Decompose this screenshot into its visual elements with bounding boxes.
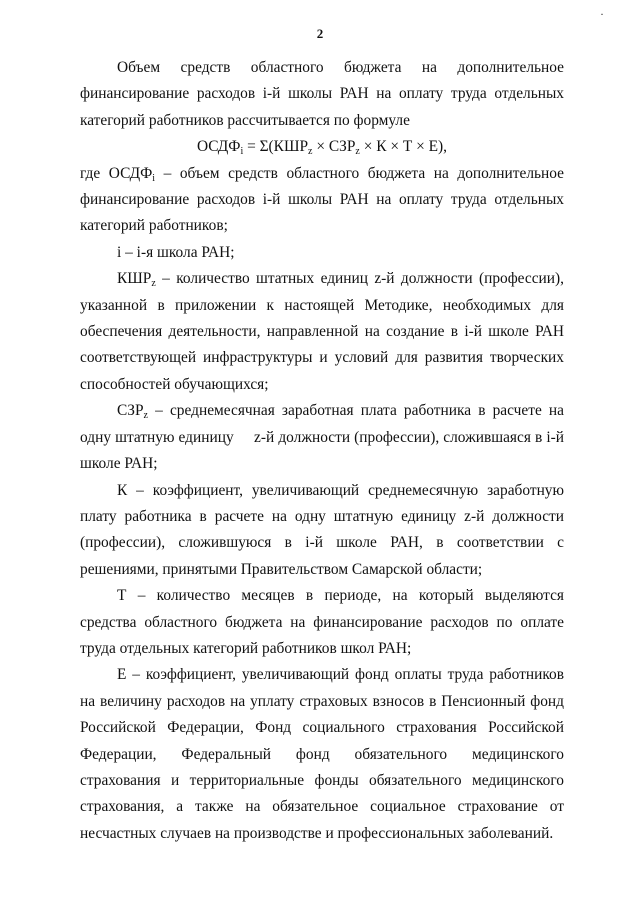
where-subscript: i xyxy=(152,172,156,184)
szr-text: – среднемесячная заработная плата работника в расчете на одну штатную единицу z-й должности (профессии), сложившаяся в i-й школе РАН; xyxy=(80,402,568,473)
scan-mark: · xyxy=(600,7,604,21)
formula-subscript-2: z xyxy=(355,146,360,158)
definition-szr xyxy=(80,398,568,477)
kshr-symbol: КШР xyxy=(117,270,152,288)
formula xyxy=(80,134,564,160)
szr-subscript: z xyxy=(143,410,148,422)
szr-symbol: СЗР xyxy=(117,402,144,420)
definition-kshr xyxy=(80,266,564,398)
formula-lhs: ОСДФ xyxy=(196,138,241,156)
formula-part-2: × СЗР xyxy=(312,138,356,156)
intro-paragraph: Объем средств областного бюджета на дополнительное финансирование расходов i-й школы РАН на оплату труда отдельных категорий работников рассчитывается по формуле xyxy=(80,59,564,129)
formula-part-3: × К × Т × Е), xyxy=(359,138,448,156)
formula-part-1: = Σ(КШР xyxy=(243,138,309,156)
definition-t: Т – количество месяцев в периоде, на который выделяются средства областного бюджета на финансирование расходов по оплате труда отдельных категорий работников школ РАН; xyxy=(80,587,564,657)
formula-subscript-1: z xyxy=(308,146,313,158)
kshr-text: – количество штатных единиц z-й должности (профессии), указанной в приложении к настоящей Методике, необходимых для обеспечения деятельности, направленной на создание в i-й школе РАН соответствующей инфраструктуры и условий для развития творческих способностей обучающихся; xyxy=(80,270,564,393)
where-prefix: где ОСДФ xyxy=(80,164,153,182)
formula-lhs-subscript: i xyxy=(240,146,244,158)
kshr-subscript: z xyxy=(151,278,156,290)
definition-i: i – i-я школа РАН; xyxy=(117,243,235,261)
document-body xyxy=(80,55,568,847)
where-paragraph xyxy=(80,161,564,240)
definition-k: К – коэффициент, увеличивающий среднемесячную заработную плату работника в расчете на одну штатную единицу z-й должности (профессии), сложившуюся в i-й школе РАН, в соответствии с решениями, принятыми Правительством Самарской области; xyxy=(80,481,564,578)
page-number: 2 xyxy=(316,26,324,41)
definition-e: Е – коэффициент, увеличивающий фонд оплаты труда работников на величину расходов на уплату страховых взносов в Пенсионный фонд Российской Федерации, Фонд социального страхования Российской Федерации, Федеральный фонд обязательного медицинского страхования и территориальные фонды обязательного медицинского страхования, а также на обязательное социальное страхование от несчастных случаев на производстве и профессиональных заболеваний. xyxy=(80,666,564,842)
where-text: – объем средств областного бюджета на дополнительное финансирование расходов i-й школы РАН на оплату труда отдельных категорий работников; xyxy=(80,164,564,235)
